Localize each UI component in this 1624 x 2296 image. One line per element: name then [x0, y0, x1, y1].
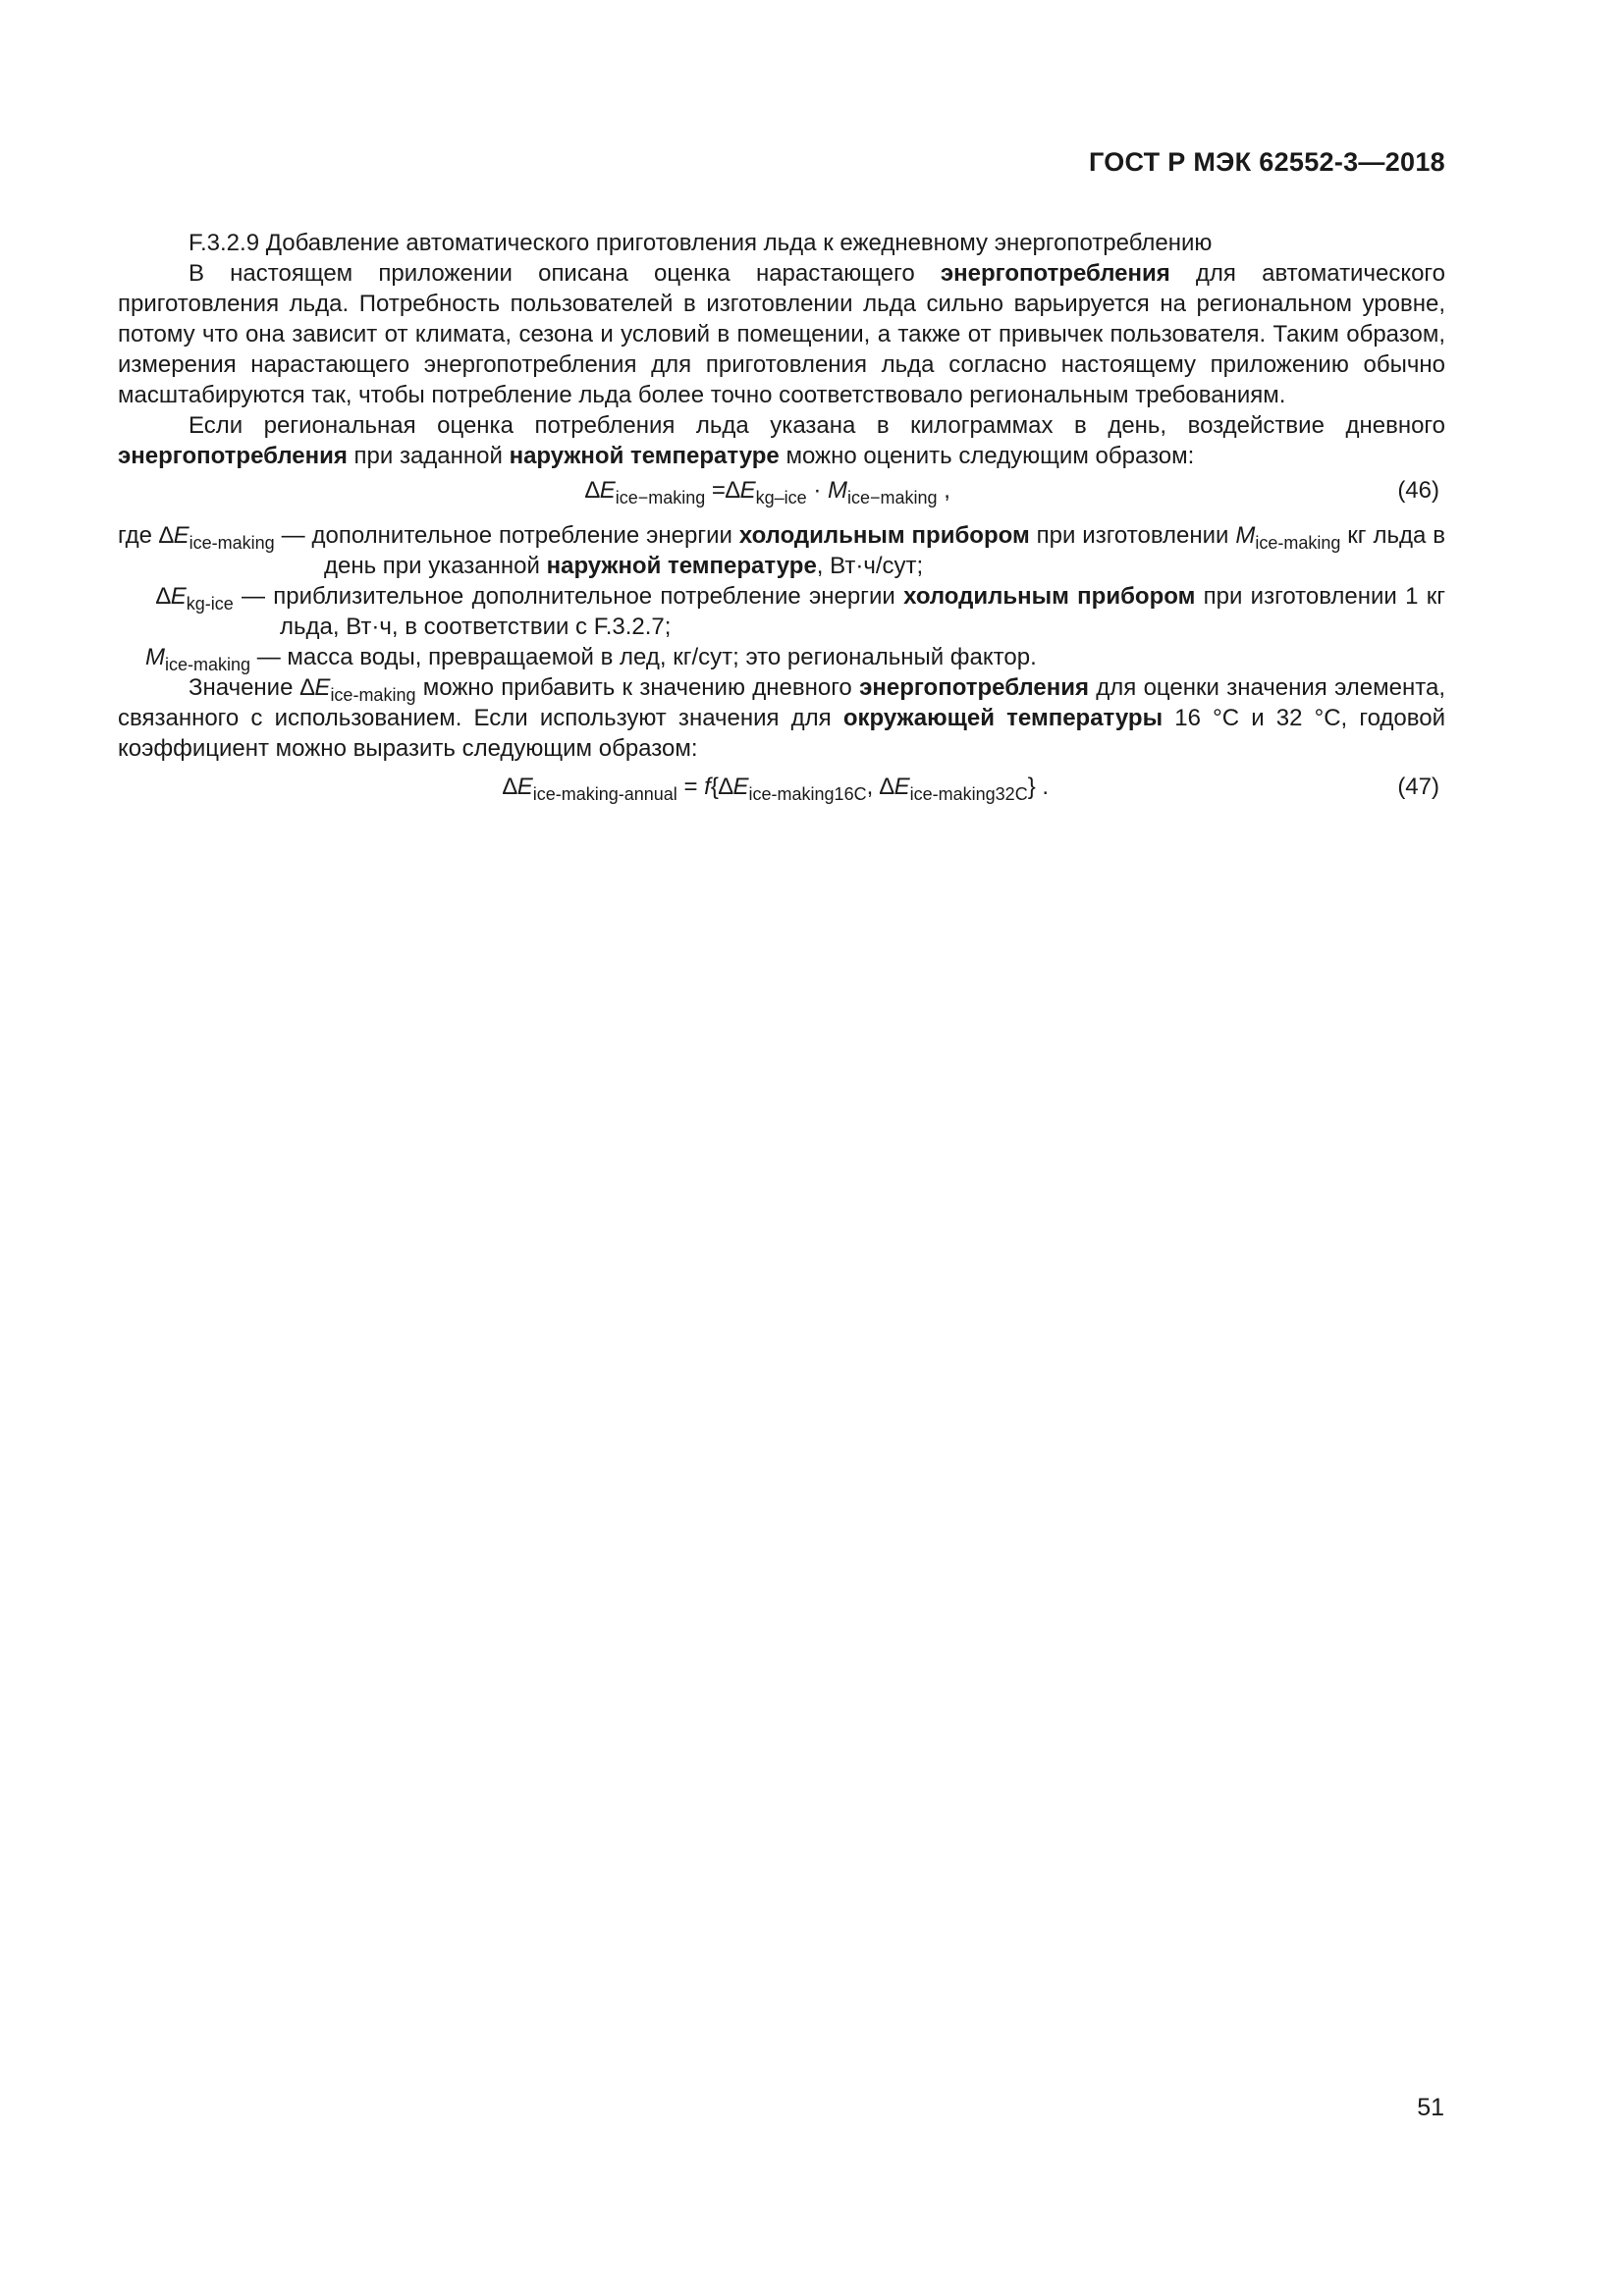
subscript: ice-making16C [748, 784, 867, 804]
var-e: E [732, 774, 749, 800]
var-e: E [173, 522, 189, 549]
text-run: Если региональная оценка потребления льда указана в килограммах в день, воздействие дневного [189, 412, 1445, 439]
eq-operator: , ∆ [866, 774, 894, 800]
bold-term: наружной температуре [509, 443, 780, 469]
text-run: В настоящем приложении описана оценка нарастающего [189, 260, 941, 287]
subscript: ice−making [847, 488, 938, 507]
subscript: kg-ice [186, 594, 234, 614]
eq-brace: {∆ [710, 774, 733, 800]
subscript: kg–ice [755, 488, 807, 507]
var-f: f [704, 774, 711, 800]
bold-term: энергопотребления [118, 443, 348, 469]
var-e: E [516, 774, 533, 800]
text-run: 16 °C и 32 °C, годовой коэффициент можно выразить следующим образом: [118, 705, 1445, 762]
eq-brace: } . [1027, 774, 1050, 800]
text-run: для оценки значения элемента, связанного с использованием. Если используют значения для [118, 674, 1445, 731]
text-run: — дополнительное потребление энергии [274, 522, 739, 549]
text-run: где ∆ [118, 522, 174, 549]
bold-term: холодильным прибором [738, 522, 1030, 549]
var-m: M [1235, 522, 1256, 549]
text-run: при изготовлении [1029, 522, 1236, 549]
subscript: ice-making [1255, 533, 1341, 553]
equation-number-46: (46) [1397, 477, 1439, 504]
delta-symbol: ∆ [503, 774, 517, 800]
definitions-list [118, 520, 1445, 672]
document-code: ГОСТ Р МЭК 62552-3—2018 [1088, 147, 1445, 177]
subscript: ice-making [189, 533, 275, 553]
subscript: ice−making [615, 488, 706, 507]
text-run: — масса воды, превращаемой в лед, кг/сут; это региональный фактор. [250, 644, 1037, 670]
subscript: ice-making [165, 655, 251, 674]
equation-number-47: (47) [1397, 774, 1439, 800]
section-title: F.3.2.9 Добавление автоматического приготовления льда к ежедневному энергопотреблению [189, 230, 1213, 256]
var-e: E [314, 674, 331, 701]
paragraph-1 [118, 258, 1445, 410]
definition-delta-e-ice-making [118, 520, 1445, 581]
paragraph-2 [118, 410, 1445, 471]
text-run: можно прибавить к значению дневного [415, 674, 860, 701]
var-e: E [893, 774, 910, 800]
var-e: E [739, 477, 756, 504]
eq-operator: = [677, 774, 705, 800]
var-e: E [599, 477, 616, 504]
text-run: при изготовлении 1 кг льда, Вт·ч, в соответствии с F.3.2.7; [280, 583, 1446, 640]
var-m: M [828, 477, 847, 504]
body-text [118, 228, 1445, 817]
var-e: E [170, 583, 187, 610]
delta-symbol: ∆ [585, 477, 600, 504]
bold-term: наружной температуре [546, 553, 817, 579]
text-run: , Вт·ч/сут; [816, 553, 924, 579]
page-number: 51 [1417, 2094, 1444, 2121]
text-run: — приблизительное дополнительное потребление энергии [233, 583, 904, 610]
subscript: ice-making32C [909, 784, 1028, 804]
text-run: при заданной [347, 443, 510, 469]
bold-term: энергопотребления [859, 674, 1089, 701]
text-run: можно оценить следующим образом: [779, 443, 1195, 469]
subscript: ice-making [330, 685, 416, 705]
definition-m-ice-making [118, 642, 1445, 672]
equation-46-row [118, 475, 1445, 514]
eq-operator: · [806, 477, 828, 504]
var-m: M [145, 644, 165, 670]
eq-punct: , [937, 477, 950, 504]
equation-46 [585, 475, 950, 506]
bold-term: окружающей температуры [842, 705, 1164, 731]
text-run: ∆ [156, 583, 171, 610]
definition-delta-e-kg-ice [118, 581, 1445, 642]
equation-47 [503, 772, 1049, 802]
text-run: Значение ∆ [189, 674, 315, 701]
equation-47-row [118, 772, 1445, 811]
eq-operator: =∆ [705, 477, 740, 504]
text-run: кг льда в день при указанной [324, 522, 1445, 579]
paragraph-3 [118, 672, 1445, 764]
subscript: ice-making-annual [532, 784, 677, 804]
bold-term: энергопотребления [940, 260, 1170, 287]
bold-term: холодильным прибором [903, 583, 1196, 610]
text-run: для автоматического приготовления льда. Потребность пользователей в изготовлении льда сильно варьируется на региональном уровне, потому что она зависит от климата, сезона и условий в помещении, а также от привычек пользователя. Таким образом, измерения нарастающего энергопотребления для приготовления льда согласно настоящему приложению обычно масштабируются так, чтобы потребление льда более точно соответствовало региональным требованиям. [118, 260, 1446, 408]
